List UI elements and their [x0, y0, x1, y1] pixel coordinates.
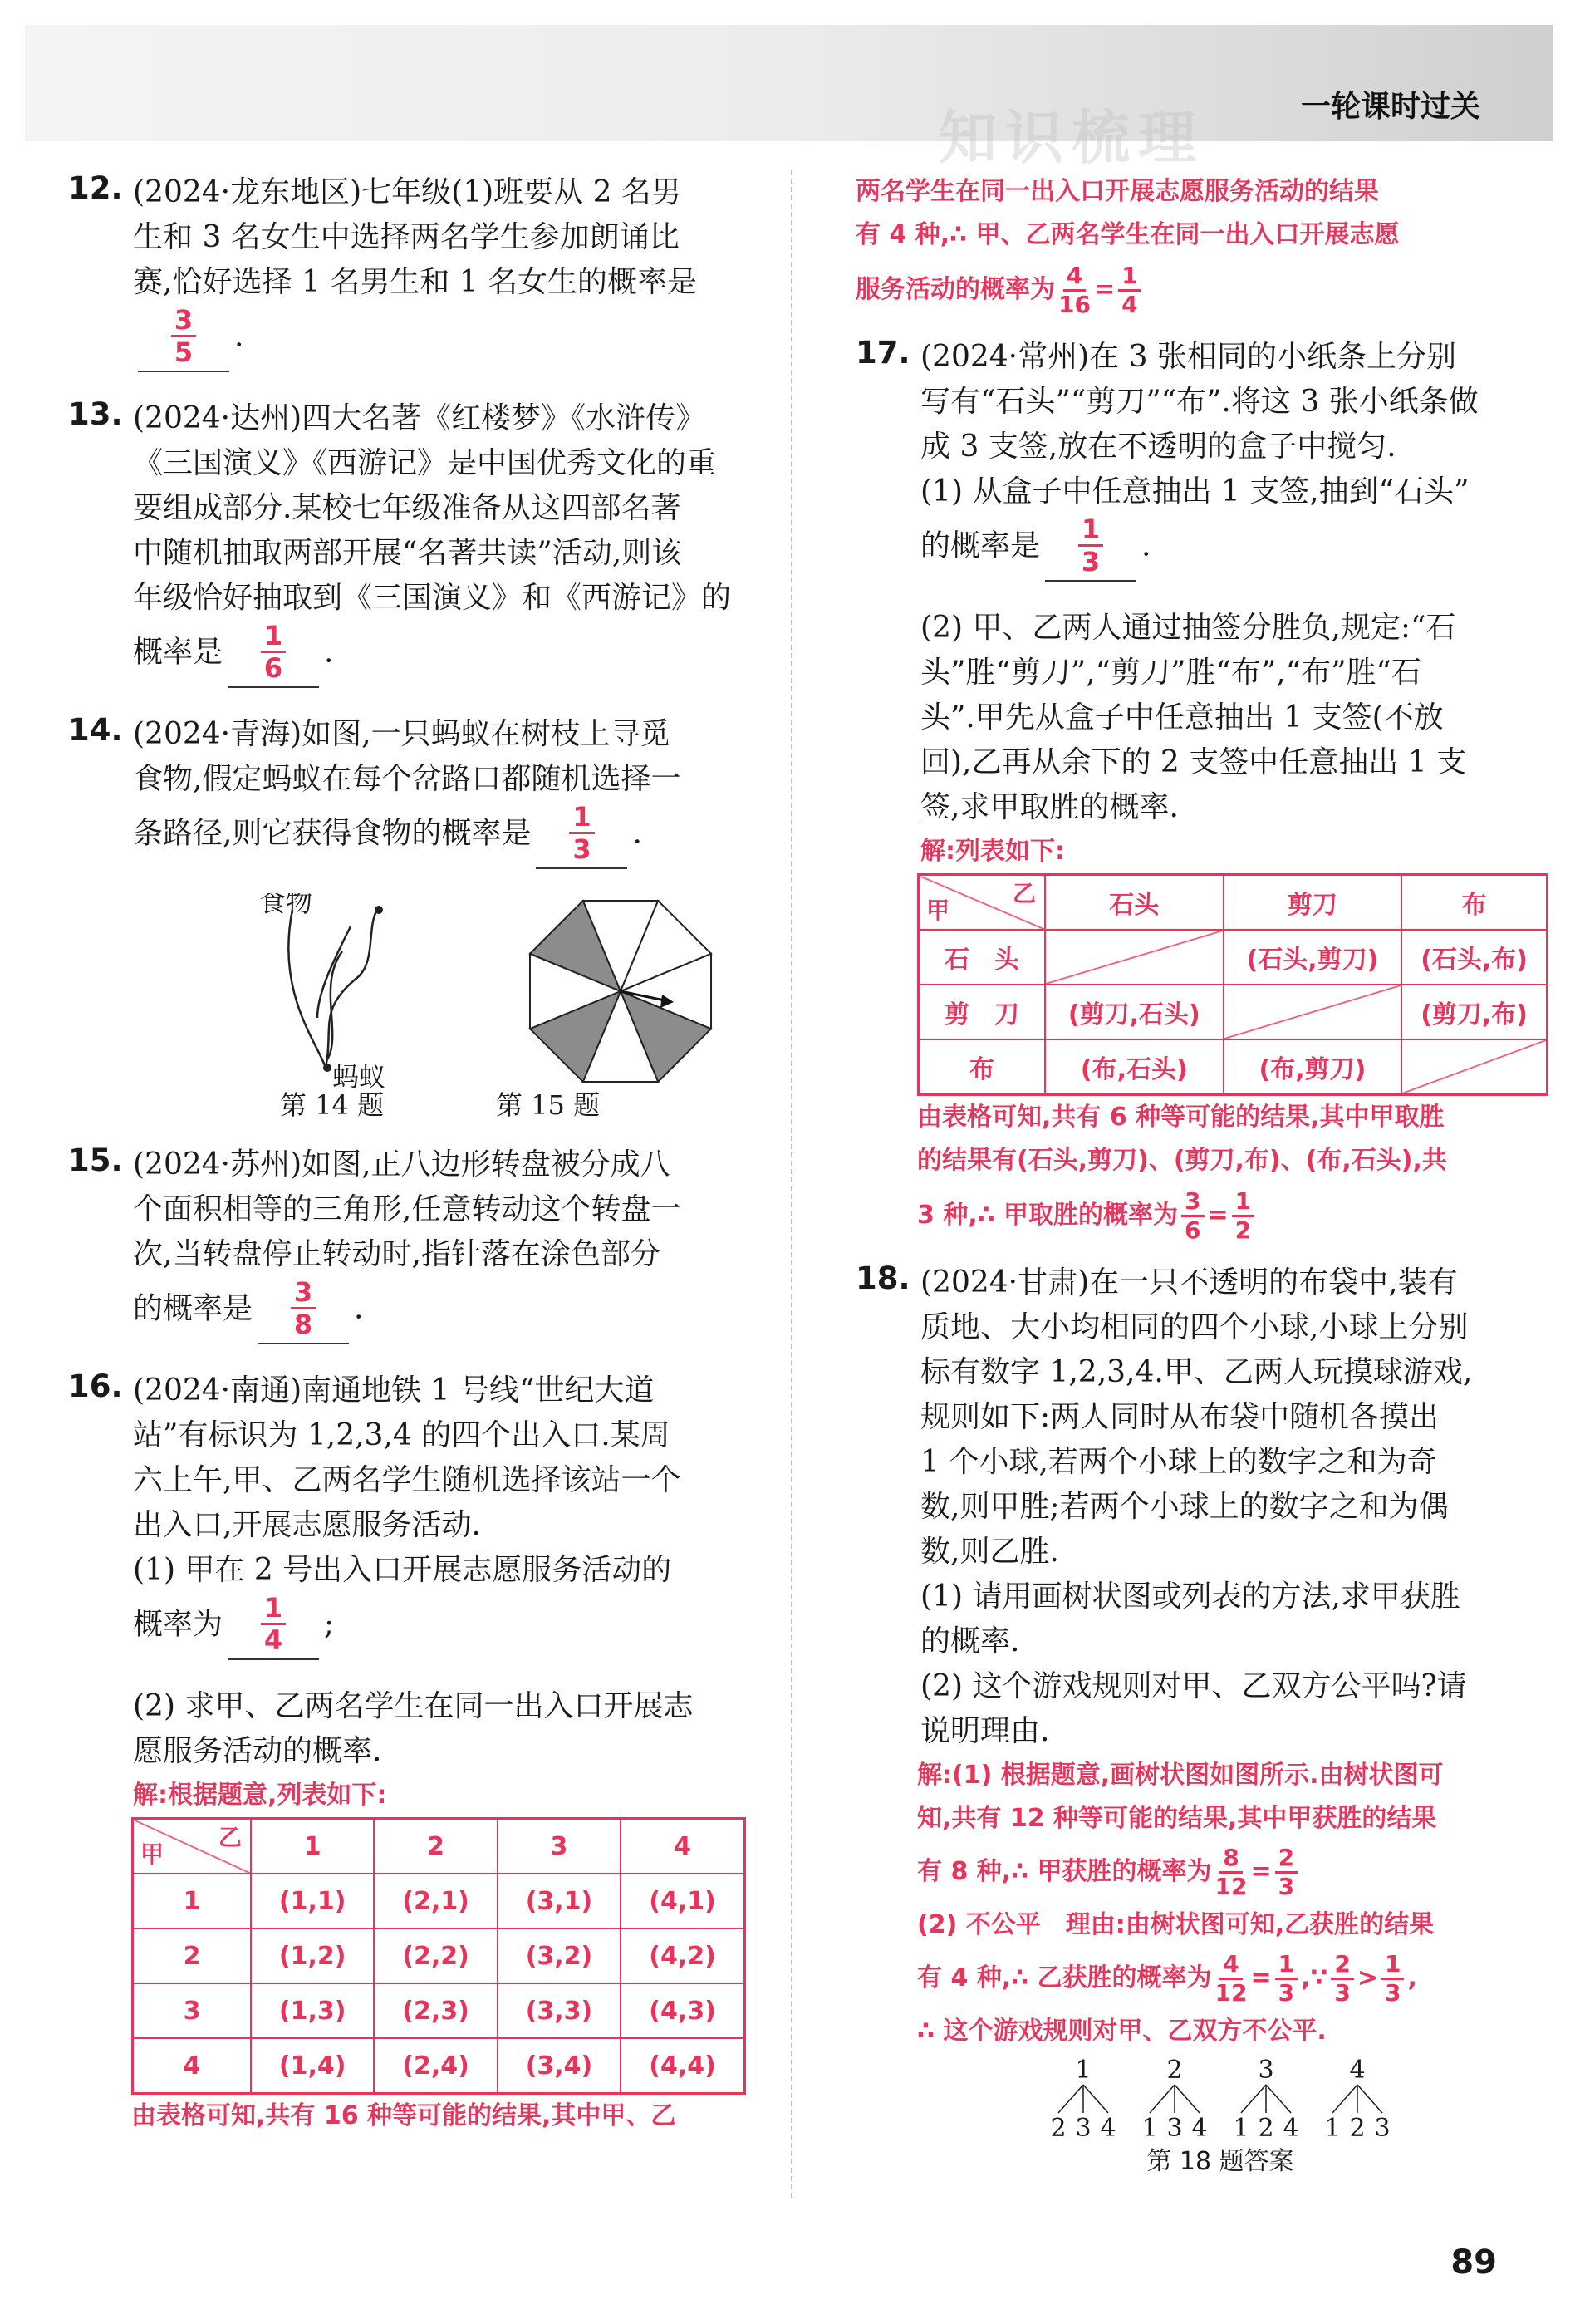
solution-text: 有 4 种,∴ 乙获胜的概率为 — [917, 1963, 1212, 1992]
question-text: (2) 求甲、乙两名学生在同一出入口开展志 — [133, 1689, 694, 1723]
tree-leaf-node: 3 — [1374, 2114, 1391, 2143]
question-number: 17. — [856, 335, 910, 371]
table-cell-empty — [1224, 985, 1402, 1039]
question-text: 签,求甲取胜的概率. — [920, 790, 1179, 824]
corner-row-label: 甲 — [140, 1840, 164, 1868]
table-cell: (2,3) — [374, 1983, 497, 2038]
question-text: 概率是 — [133, 635, 223, 670]
solution-text: 有 8 种,∴ 甲获胜的概率为 — [917, 1857, 1212, 1886]
denominator: 3 — [1334, 1979, 1351, 2007]
table-corner — [919, 875, 1046, 931]
solution-text: 由表格可知,共有 16 种等可能的结果,其中甲、乙 — [131, 2101, 676, 2130]
numerator: 1 — [1118, 263, 1141, 292]
question-text: 头”胜“剪刀”,“剪刀”胜“布”,“布”胜“石 — [920, 656, 1421, 690]
row-label: 布 — [919, 1039, 1046, 1095]
question-text: 规则如下:两人同时从布袋中随机各摸出 — [920, 1400, 1440, 1434]
question-number: 15. — [68, 1142, 123, 1178]
tree-branch — [1357, 2085, 1382, 2113]
solution-17-after — [917, 1096, 1487, 1249]
table-cell: (布,剪刀) — [1224, 1039, 1402, 1095]
table-header: 2 — [374, 1819, 497, 1874]
denominator: 8 — [293, 1309, 313, 1340]
solution-16-continued — [856, 170, 1487, 323]
question-text: 要组成部分.某校七年级准备从这四部名著 — [133, 491, 681, 525]
tree-branch — [1083, 2085, 1108, 2113]
solution-text: 知,共有 12 种等可能的结果,其中甲获胜的结果 — [917, 1804, 1437, 1833]
question-text: 赛,恰好选择 1 名男生和 1 名女生的概率是 — [133, 265, 698, 299]
question-text: (2024·龙东地区)七年级(1)班要从 2 名男 — [133, 175, 681, 209]
equals: = — [1207, 1201, 1229, 1230]
question-text: (2024·甘肃)在一只不透明的布袋中,装有 — [920, 1265, 1458, 1300]
fraction — [1214, 1845, 1247, 1900]
question-17 — [856, 335, 1528, 1249]
denominator: 12 — [1214, 1979, 1248, 2007]
question-text: (1) 从盒子中任意抽出 1 支签,抽到“石头” — [920, 474, 1470, 509]
table-cell: (1,4) — [251, 2038, 374, 2094]
answer-fraction — [569, 802, 594, 864]
question-text: (2024·苏州)如图,正八边形转盘被分成八 — [133, 1147, 670, 1182]
numerator: 1 — [569, 802, 594, 834]
question-text: (2) 甲、乙两人通过抽签分胜负,规定:“石 — [920, 611, 1456, 645]
solution-conclusion: ∴ 这个游戏规则对甲、乙双方不公平. — [917, 2017, 1327, 2046]
solution-text: (2) 不公平 理由:由树状图可知,乙获胜的结果 — [917, 1910, 1435, 1939]
numerator: 1 — [261, 1593, 286, 1625]
answer-fraction — [171, 305, 196, 367]
table-cell-empty — [1401, 1039, 1547, 1095]
table-cell: (4,1) — [621, 1874, 744, 1928]
numerator: 1 — [1232, 1188, 1254, 1217]
answer-line — [133, 802, 749, 893]
solution-text — [917, 1182, 1487, 1249]
fraction — [1181, 1188, 1204, 1244]
table-header: 剪刀 — [1224, 875, 1402, 931]
question-text: 中随机抽取两部开展“名著共读”活动,则该 — [133, 536, 682, 570]
denominator: 3 — [1384, 1979, 1401, 2007]
question-text: 的概率. — [920, 1624, 1020, 1658]
numerator: 1 — [1078, 514, 1103, 547]
tree-branch — [1266, 2085, 1291, 2113]
question-14 — [68, 712, 749, 893]
question-text: 《三国演义》《西游记》是中国优秀文化的重 — [133, 446, 717, 480]
question-12 — [68, 170, 749, 396]
question-text: (1) 请用画树状图或列表的方法,求甲获胜 — [920, 1580, 1460, 1614]
question-text: 数,则甲胜;若两个小球上的数字之和为偶 — [920, 1490, 1449, 1524]
tree-caption: 第 18 题答案 — [1146, 2147, 1294, 2176]
equals: = — [1093, 275, 1116, 304]
figures-14-15 — [68, 893, 749, 1101]
answer-line — [920, 514, 1487, 606]
solution-text: 3 种,∴ 甲取胜的概率为 — [917, 1201, 1179, 1230]
numerator: 2 — [1275, 1845, 1298, 1874]
tree-branch — [1175, 2085, 1200, 2113]
column-divider — [791, 170, 792, 2198]
answer-blank — [228, 1593, 319, 1660]
question-number: 12. — [68, 170, 123, 206]
question-text: 写有“石头”“剪刀”“布”.将这 3 张小纸条做 — [920, 385, 1479, 419]
caption-14: 第 14 题 — [280, 1089, 385, 1121]
answer-blank — [138, 305, 229, 372]
table-cell: (石头,剪刀) — [1224, 930, 1402, 985]
question-number: 14. — [68, 712, 123, 748]
numerator: 1 — [1381, 1951, 1404, 1980]
denominator: 6 — [1185, 1216, 1201, 1244]
tree-root-node: 3 — [1258, 2056, 1274, 2085]
figure-captions — [68, 1089, 749, 1142]
numerator: 3 — [291, 1277, 316, 1309]
question-text: 站”有标识为 1,2,3,4 的四个出入口.某周 — [133, 1418, 670, 1452]
row-label: 4 — [133, 2038, 252, 2094]
tree-leaf-node: 1 — [1141, 2114, 1158, 2143]
tree-leaf-node: 2 — [1349, 2114, 1366, 2143]
punct: ; — [324, 1607, 335, 1642]
numerator: 3 — [1181, 1188, 1204, 1217]
question-15 — [68, 1142, 749, 1368]
tree-leaf-node: 4 — [1191, 2114, 1208, 2143]
numerator: 1 — [261, 621, 286, 653]
solution-table-17 — [917, 873, 1548, 1096]
ant-dot — [323, 1064, 331, 1072]
question-text: 条路径,则它获得食物的概率是 — [133, 816, 532, 851]
question-text: 愿服务活动的概率. — [133, 1734, 382, 1768]
denominator: 5 — [174, 337, 194, 368]
table-row — [919, 930, 1548, 985]
table-cell: (3,3) — [498, 1983, 621, 2038]
denominator: 2 — [1234, 1216, 1252, 1244]
row-label: 1 — [133, 1874, 252, 1928]
question-number: 13. — [68, 396, 123, 432]
question-text: 头”.甲先从盒子中任意抽出 1 支签(不放 — [920, 700, 1444, 735]
table-cell: (2,4) — [374, 2038, 497, 2094]
question-text: (2024·达州)四大名著《红楼梦》《水浒传》 — [133, 401, 706, 435]
solution-text: 两名学生在同一出入口开展志愿服务活动的结果 — [856, 177, 1379, 206]
solution-table-16 — [131, 1817, 746, 2095]
fraction — [1381, 1951, 1404, 2007]
solution-text: 解:(1) 根据题意,画树状图如图所示.由树状图可 — [917, 1761, 1444, 1790]
row-label: 3 — [133, 1983, 252, 2038]
question-text: 成 3 支签,放在不透明的盒子中搅匀. — [920, 430, 1396, 464]
tree-leaf-node: 3 — [1166, 2114, 1183, 2143]
fraction — [1275, 1951, 1298, 2007]
table-cell: (4,3) — [621, 1983, 744, 2038]
solution-16-after — [133, 2095, 749, 2138]
branch-figure — [288, 910, 377, 1068]
table-cell: (3,1) — [498, 1874, 621, 1928]
question-13 — [68, 396, 749, 712]
answer-fraction — [291, 1277, 316, 1339]
question-16 — [68, 1368, 749, 2138]
table-row — [133, 1928, 745, 1983]
left-column — [68, 170, 749, 2138]
fraction — [1232, 1188, 1254, 1244]
solution-text — [856, 257, 1487, 323]
denominator: 3 — [1278, 1979, 1295, 2007]
denominator: 16 — [1058, 291, 1091, 318]
fraction — [1214, 1951, 1247, 2007]
table-row — [919, 1039, 1548, 1095]
tree-diagram-18 — [917, 2053, 1482, 2178]
denominator: 4 — [1121, 291, 1138, 318]
numerator: 4 — [1219, 1951, 1242, 1980]
punct: , — [1407, 1963, 1417, 1992]
denominator: 3 — [1278, 1873, 1295, 1900]
solution-text — [917, 1947, 1487, 2010]
tree-leaf-node: 1 — [1324, 2114, 1341, 2143]
ant-label: 蚂蚁 — [332, 1061, 386, 1093]
right-column — [856, 170, 1528, 2178]
page-header-title: 一轮课时过关 — [1300, 90, 1480, 124]
solution-17 — [920, 830, 1487, 873]
tree-root-node: 2 — [1166, 2056, 1183, 2085]
question-text: (2024·青海)如图,一只蚂蚁在树枝上寻觅 — [133, 717, 670, 751]
answer-fraction — [261, 621, 286, 683]
table-cell-empty — [1045, 930, 1224, 985]
numerator: 2 — [1331, 1951, 1353, 1980]
solution-text: 服务活动的概率为 — [856, 275, 1055, 304]
table-cell: (布,石头) — [1045, 1039, 1224, 1095]
answer-line — [133, 621, 749, 712]
denominator: 3 — [572, 833, 591, 865]
question-text: 生和 3 名女生中选择两名学生参加朗诵比 — [133, 220, 680, 254]
food-dot — [375, 906, 383, 914]
tree-branch — [1150, 2085, 1175, 2113]
denominator: 4 — [263, 1624, 283, 1656]
food-label: 食物 — [259, 893, 313, 918]
tree-root-node: 4 — [1349, 2056, 1366, 2085]
figure-svg — [68, 893, 749, 1101]
question-text: (2) 这个游戏规则对甲、乙双方公平吗?请 — [920, 1669, 1467, 1703]
row-label: 石 头 — [919, 930, 1046, 985]
solution-intro: 解:列表如下: — [920, 837, 1065, 866]
fraction — [1275, 1845, 1298, 1900]
table-cell: (剪刀,石头) — [1045, 985, 1224, 1039]
fraction — [1058, 263, 1091, 318]
question-text: 出入口,开展志愿服务活动. — [133, 1508, 481, 1542]
fraction — [1118, 263, 1141, 318]
question-text: 食物,假定蚂蚁在每个岔路口都随机选择一 — [133, 762, 681, 796]
denominator: 6 — [263, 652, 283, 684]
punct: . — [354, 1291, 364, 1326]
solution-18 — [917, 1754, 1487, 2053]
tree-leaf-node: 2 — [1050, 2114, 1067, 2143]
question-text: 次,当转盘停止转动时,指针落在涂色部分 — [133, 1237, 660, 1271]
answer-blank — [258, 1277, 349, 1344]
tree-root-node: 1 — [1075, 2056, 1092, 2085]
denominator: 3 — [1081, 546, 1101, 577]
question-text: (1) 甲在 2 号出入口开展志愿服务活动的 — [133, 1553, 672, 1587]
table-header: 1 — [251, 1819, 374, 1874]
table-cell: (4,4) — [621, 2038, 744, 2094]
question-text: 回),乙再从余下的 2 支签中任意抽出 1 支 — [920, 745, 1467, 779]
numerator: 8 — [1219, 1845, 1242, 1874]
punct: . — [632, 816, 642, 851]
question-text: (2024·南通)南通地铁 1 号线“世纪大道 — [133, 1373, 655, 1408]
numerator: 1 — [1275, 1951, 1298, 1980]
punct: . — [1141, 528, 1151, 563]
question-text: 个面积相等的三角形,任意转动这个转盘一 — [133, 1192, 681, 1226]
row-label: 剪 刀 — [919, 985, 1046, 1039]
table-header: 4 — [621, 1819, 744, 1874]
table-corner — [133, 1819, 252, 1874]
page-number: 89 — [1450, 2243, 1497, 2282]
answer-line — [133, 1593, 749, 1684]
numerator: 4 — [1063, 263, 1086, 292]
table-header: 布 — [1401, 875, 1547, 931]
solution-16 — [133, 1774, 749, 1817]
tree-leaf-node: 3 — [1075, 2114, 1092, 2143]
answer-blank — [228, 621, 319, 688]
row-label: 2 — [133, 1928, 252, 1983]
because-symbol: ,∵ — [1301, 1963, 1328, 1992]
answer-fraction — [1078, 514, 1103, 577]
caption-15: 第 15 题 — [496, 1089, 601, 1121]
corner-row-label: 甲 — [926, 897, 950, 924]
table-cell: (1,2) — [251, 1928, 374, 1983]
table-cell: (2,1) — [374, 1874, 497, 1928]
table-cell: (3,4) — [498, 2038, 621, 2094]
tree-leaf-node: 4 — [1283, 2114, 1299, 2143]
question-text: 六上午,甲、乙两名学生随机选择该站一个 — [133, 1463, 681, 1497]
tree-branch — [1058, 2085, 1083, 2113]
question-text: 的概率是 — [133, 1291, 253, 1326]
question-text: 概率为 — [133, 1607, 223, 1642]
tree-branch — [1241, 2085, 1266, 2113]
table-cell: (2,2) — [374, 1928, 497, 1983]
tree-branch — [1332, 2085, 1357, 2113]
greater-than: > — [1357, 1963, 1378, 1992]
table-cell: (剪刀,布) — [1401, 985, 1547, 1039]
question-18 — [856, 1260, 1487, 2178]
table-row — [133, 1874, 745, 1928]
tree-leaf-node: 1 — [1233, 2114, 1249, 2143]
table-row — [919, 985, 1548, 1039]
solution-intro: 解:根据题意,列表如下: — [133, 1781, 387, 1810]
table-cell: (石头,布) — [1401, 930, 1547, 985]
tree-leaf-node: 2 — [1258, 2114, 1274, 2143]
solution-text: 由表格可知,共有 6 种等可能的结果,其中甲取胜 — [917, 1103, 1445, 1132]
answer-line — [133, 305, 749, 396]
corner-col-label: 乙 — [218, 1824, 242, 1851]
question-number: 16. — [68, 1368, 123, 1404]
tree-leaf-node: 4 — [1100, 2114, 1116, 2143]
answer-line — [133, 1277, 749, 1368]
octagon-slices — [530, 901, 711, 1082]
question-number: 18. — [856, 1260, 910, 1296]
punct: . — [234, 319, 244, 354]
table-row — [133, 1983, 745, 2038]
question-text: 的概率是 — [920, 528, 1041, 563]
numerator: 3 — [171, 305, 196, 337]
fraction — [1331, 1951, 1353, 2007]
table-cell: (4,2) — [621, 1928, 744, 1983]
equals: = — [1250, 1963, 1272, 1992]
punct: . — [324, 635, 334, 670]
corner-col-label: 乙 — [1012, 880, 1036, 907]
question-text: (2024·常州)在 3 张相同的小纸条上分别 — [920, 340, 1456, 374]
question-text: 标有数字 1,2,3,4.甲、乙两人玩摸球游戏, — [920, 1355, 1473, 1389]
denominator: 12 — [1214, 1873, 1248, 1900]
question-text: 1 个小球,若两个小球上的数字之和为奇 — [920, 1445, 1437, 1479]
question-text: 质地、大小均相同的四个小球,小球上分别 — [920, 1310, 1469, 1344]
equals: = — [1250, 1857, 1272, 1886]
table-header: 3 — [498, 1819, 621, 1874]
table-cell: (1,3) — [251, 1983, 374, 2038]
answer-blank — [1045, 514, 1136, 582]
question-text: 说明理由. — [920, 1714, 1050, 1748]
table-row — [133, 2038, 745, 2094]
table-header: 石头 — [1045, 875, 1224, 931]
table-cell: (3,2) — [498, 1928, 621, 1983]
answer-fraction — [261, 1593, 286, 1655]
solution-text: 的结果有(石头,剪刀)、(剪刀,布)、(布,石头),共 — [917, 1146, 1447, 1175]
answer-blank — [536, 802, 627, 869]
header-watermark: 知识梳理 — [939, 104, 1205, 172]
solution-text: 有 4 种,∴ 甲、乙两名学生在同一出入口开展志愿 — [856, 220, 1400, 249]
table-cell: (1,1) — [251, 1874, 374, 1928]
question-text: 年级恰好抽取到《三国演义》和《西游记》的 — [133, 581, 732, 615]
solution-text — [917, 1840, 1487, 1904]
question-text: 数,则乙胜. — [920, 1535, 1059, 1569]
